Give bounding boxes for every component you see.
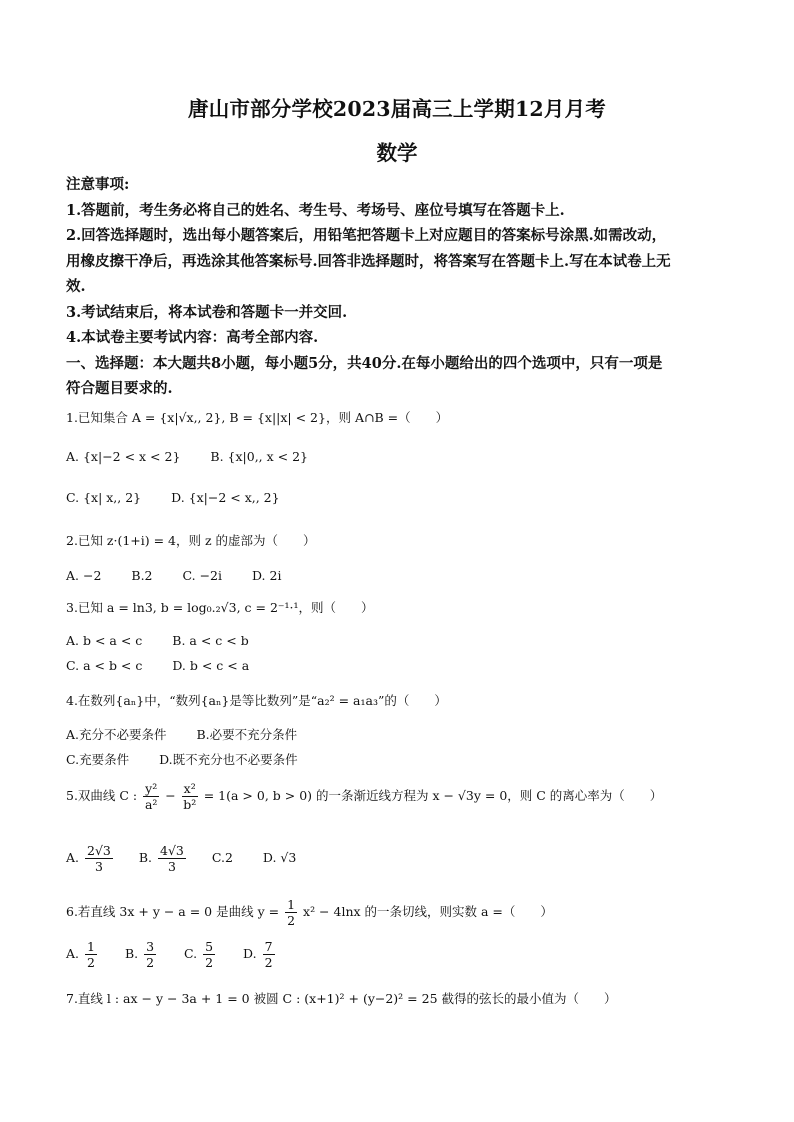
question-2-option-d: D. 2i <box>251 568 282 583</box>
question-4-option-b: B.必要不充分条件 <box>196 727 298 742</box>
question-5-option-a-num: 2√3 <box>87 843 111 858</box>
question-4-stem: 4.在数列{aₙ}中，“数列{aₙ}是等比数列”是“a₂² = a₁a₃”的（ ） <box>66 693 447 708</box>
question-5-fraction-2-num: x² <box>183 781 196 796</box>
question-1-stem: 1.已知集合 A = {x|√x,, 2}, B = {x||x| < 2}，则 A∩B =（ ） <box>66 410 449 425</box>
question-6-option-b-den: 2 <box>146 955 155 970</box>
question-3-option-b: B. a < c < b <box>172 633 249 648</box>
question-2-option-b: B.2 <box>131 568 153 583</box>
question-3-options-row2 <box>66 658 275 673</box>
question-6-option-c-den: 2 <box>205 955 214 970</box>
question-5-option-b <box>158 843 186 874</box>
question-5-option-c: C.2 <box>211 850 233 865</box>
instructions-block <box>66 172 732 402</box>
question-5-option-b-label: B. <box>138 850 153 865</box>
note-item-4: 4.本试卷主要考试内容：高考全部内容. <box>66 329 319 346</box>
question-5-fraction-1 <box>143 781 159 812</box>
question-5-fraction-1-den: a² <box>144 797 158 812</box>
question-7-stem: 7.直线 l : ax − y − 3a + 1 = 0 被圆 C : (x+1)² + (y−2)² = 25 截得的弦长的最小值为（ ） <box>66 991 617 1006</box>
question-5-minus: − <box>165 788 176 803</box>
question-6-option-d-num: 7 <box>264 939 273 954</box>
question-4-option-d: D.既不充分也不必要条件 <box>159 752 298 767</box>
question-3-option-c: C. a < b < c <box>66 658 143 673</box>
exam-title: 唐山市部分学校2023届高三上学期12月月考 <box>188 97 606 121</box>
question-5-fraction-2 <box>182 781 198 812</box>
question-6-option-b-label: B. <box>124 946 139 961</box>
question-6-option-a <box>85 939 97 970</box>
question-1-options-row2 <box>66 490 306 505</box>
question-2-options <box>66 568 307 583</box>
exam-subject: 数学 <box>376 141 418 165</box>
note-item-1: 1.答题前，考生务必将自己的姓名、考生号、考场号、座位号填写在答题卡上. <box>66 201 565 219</box>
question-1-option-a: A. {x|−2 < x < 2} <box>66 449 181 464</box>
question-3-stem: 3.已知 a = ln3, b = log₀.₂√3, c = 2⁻¹·¹，则（ ） <box>66 600 374 615</box>
question-5-option-d: D. √3 <box>262 850 297 865</box>
question-6-option-d-den: 2 <box>264 955 273 970</box>
question-4-option-a: A.充分不必要条件 <box>66 727 167 742</box>
note-item-2-line2: 用橡皮擦干净后，再选涂其他答案标号.回答非选择题时，将答案写在答题卡上.写在本试卷上无 <box>66 252 671 270</box>
question-1-option-d: D. {x|−2 < x,, 2} <box>171 490 280 505</box>
question-5-option-b-den: 3 <box>167 859 176 874</box>
question-4-option-c: C.充要条件 <box>66 752 130 767</box>
question-6-option-c-num: 5 <box>205 939 214 954</box>
question-4-options-row2 <box>66 750 324 768</box>
question-3-option-d: D. b < c < a <box>172 658 250 673</box>
question-6-fraction-den: 2 <box>287 913 296 928</box>
question-1-option-c: C. {x| x,, 2} <box>66 490 142 505</box>
question-2-option-c: C. −2i <box>182 568 222 583</box>
question-6-option-a-label: A. <box>66 946 80 961</box>
question-5-stem-pre: 5.双曲线 C : <box>66 788 138 803</box>
question-6-option-d-label: D. <box>243 946 257 961</box>
question-4-options-row1 <box>66 725 323 743</box>
section-1-header-line1: 一、选择题：本大题共8小题，每小题5分，共40分.在每小题给出的四个选项中，只有一项是 <box>66 354 663 372</box>
question-3-option-a: A. b < a < c <box>66 633 143 648</box>
question-1-options-row1 <box>66 449 334 464</box>
section-1-header-line2: 符合题目要求的. <box>66 380 173 397</box>
question-1-option-b: B. {x|0,, x < 2} <box>210 449 309 464</box>
question-6-option-b-num: 3 <box>146 939 155 954</box>
question-2-stem: 2.已知 z·(1+i) = 4，则 z 的虚部为（ ） <box>66 533 316 548</box>
question-5-option-b-num: 4√3 <box>160 843 184 858</box>
note-item-3: 3.考试结束后，将本试卷和答题卡一并交回. <box>66 303 348 321</box>
question-3-options-row1 <box>66 633 275 648</box>
question-6-options <box>66 939 277 970</box>
question-5-stem-post: = 1(a > 0, b > 0) 的一条渐近线方程为 x − √3y = 0，则 C 的离心率为（ ） <box>203 788 663 803</box>
question-6-fraction-num: 1 <box>287 897 296 912</box>
question-6-stem-pre: 6.若直线 3x + y − a = 0 是曲线 y = <box>66 904 280 919</box>
question-5-option-a <box>85 843 113 874</box>
note-item-2-line3: 效. <box>66 278 86 295</box>
notes-heading: 注意事项: <box>66 176 130 193</box>
question-2-option-a: A. −2 <box>66 568 102 583</box>
question-5-stem <box>66 781 662 812</box>
question-5-option-a-label: A. <box>66 850 80 865</box>
question-6-stem-post: x² − 4lnx 的一条切线，则实数 a =（ ） <box>303 904 553 919</box>
question-5-option-a-den: 3 <box>94 859 103 874</box>
question-5-fraction-1-num: y² <box>145 781 158 796</box>
question-6-option-c <box>203 939 215 970</box>
question-6-option-a-den: 2 <box>87 955 95 970</box>
question-6-option-b <box>144 939 156 970</box>
question-5-fraction-2-den: b² <box>183 797 197 812</box>
note-item-2-line1: 2.回答选择题时，选出每小题答案后，用铅笔把答题卡上对应题目的答案标号涂黑.如需改动， <box>66 227 667 244</box>
question-6-option-a-num: 1 <box>87 939 95 954</box>
question-6-stem <box>66 897 553 928</box>
question-6-option-c-label: C. <box>184 946 198 961</box>
question-5-options <box>66 843 322 874</box>
question-6-option-d <box>263 939 275 970</box>
question-6-fraction <box>285 897 297 928</box>
